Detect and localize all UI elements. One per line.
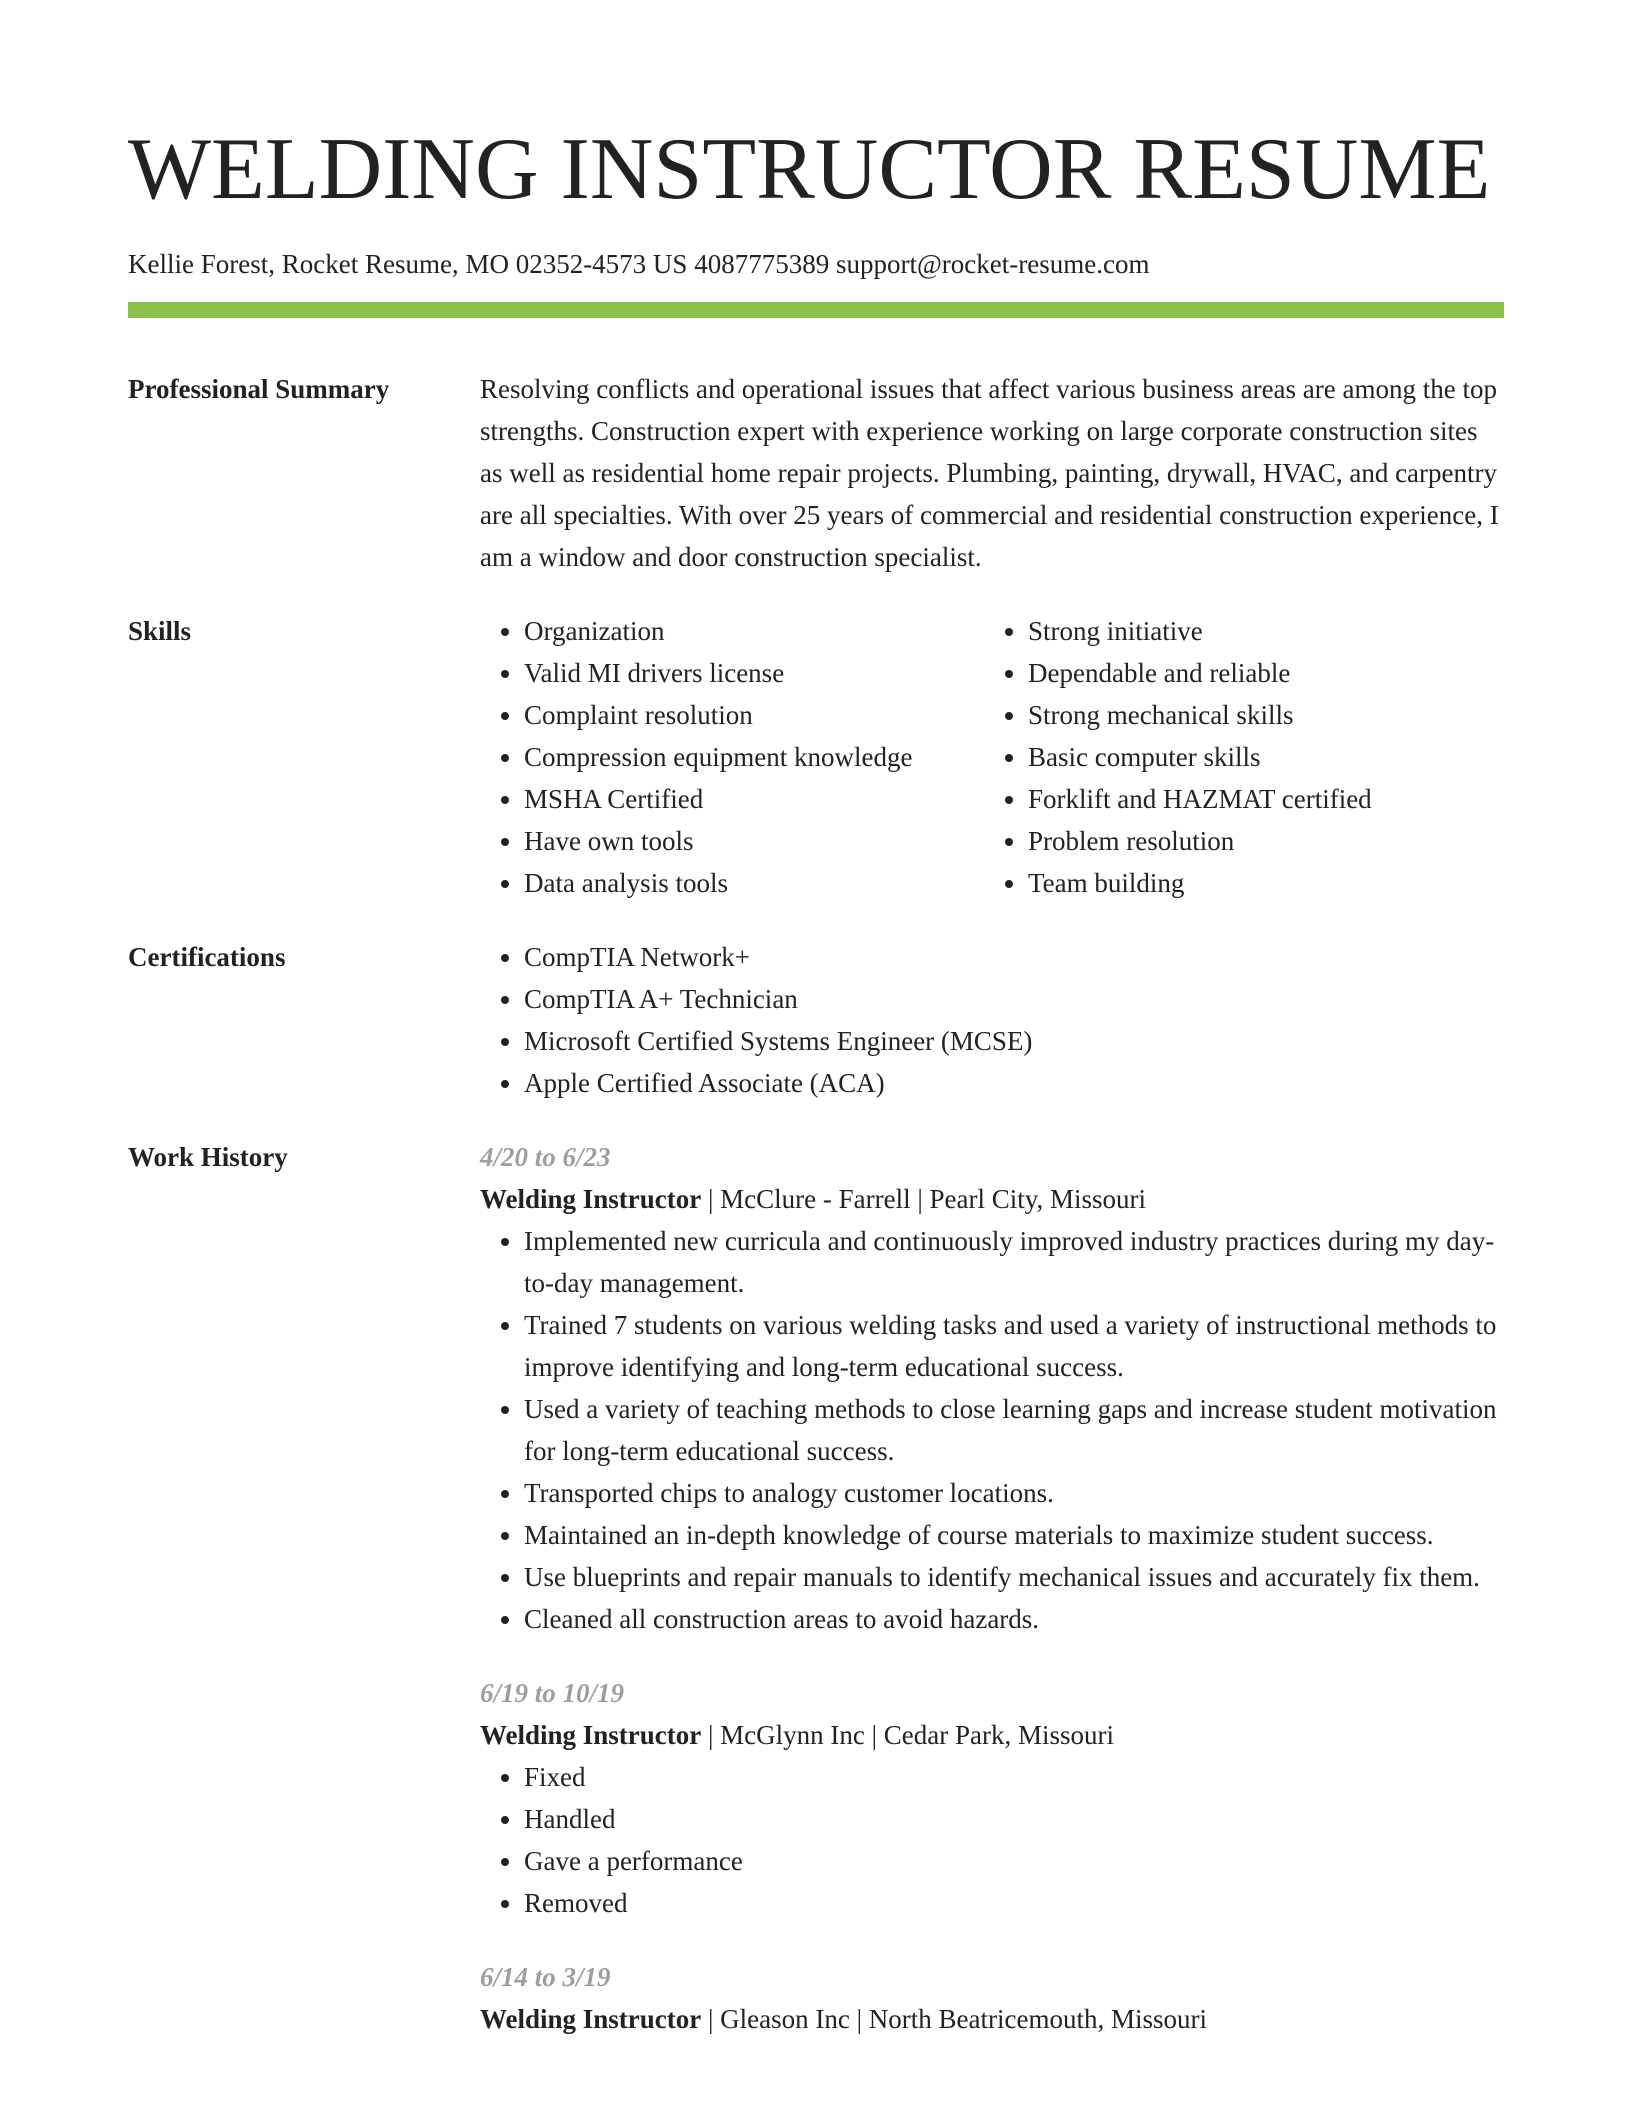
job-duty-item: • Implemented new curricula and continuously improved industry practices during my day-to-day management. <box>524 1220 1504 1304</box>
skill-item: • Data analysis tools <box>524 862 984 904</box>
skill-item: • Organization <box>524 610 984 652</box>
job-entry <box>480 1136 1504 1640</box>
skill-item: • Team building <box>1028 862 1372 904</box>
skill-item: • Strong initiative <box>1028 610 1372 652</box>
certifications-body <box>480 936 1504 1104</box>
job-duties-list <box>480 1220 1504 1640</box>
skill-item: • Have own tools <box>524 820 984 862</box>
job-duty-item: • Handled <box>524 1798 1504 1840</box>
certification-item: • Apple Certified Associate (ACA) <box>524 1062 1504 1104</box>
job-separator: | <box>864 1720 884 1750</box>
job-duty-item: • Fixed <box>524 1756 1504 1798</box>
job-dates: 4/20 to 6/23 <box>480 1142 611 1172</box>
section-label-certifications: Certifications <box>128 942 286 972</box>
summary-section <box>128 368 1504 578</box>
job-dates: 6/14 to 3/19 <box>480 1962 611 1992</box>
job-dates: 6/19 to 10/19 <box>480 1678 625 1708</box>
certification-item: • CompTIA A+ Technician <box>524 978 1504 1020</box>
skill-item: • Strong mechanical skills <box>1028 694 1372 736</box>
job-duties-list <box>480 1756 1504 1924</box>
work-history-body <box>480 1136 1504 2040</box>
skills-section <box>128 610 1504 904</box>
job-heading <box>480 1998 1504 2040</box>
job-separator: | <box>849 2004 869 2034</box>
skill-item: • Dependable and reliable <box>1028 652 1372 694</box>
certification-item: • Microsoft Certified Systems Engineer (MCSE) <box>524 1020 1504 1062</box>
skill-item: • Valid MI drivers license <box>524 652 984 694</box>
contact-line: Kellie Forest, Rocket Resume, MO 02352-4573 US 4087775389 support@rocket-resume.com <box>128 249 1150 279</box>
work-history-section <box>128 1136 1504 2040</box>
certifications-section <box>128 936 1504 1104</box>
job-duty-item: • Used a variety of teaching methods to close learning gaps and increase student motivation for long-term educational success. <box>524 1388 1504 1472</box>
job-duty-item: • Transported chips to analogy customer locations. <box>524 1472 1504 1514</box>
job-location: Cedar Park, Missouri <box>883 1720 1115 1750</box>
job-duty-item: • Trained 7 students on various welding tasks and used a variety of instructional methods to improve identifying and long-term educational success. <box>524 1304 1504 1388</box>
skills-column-left <box>480 610 984 904</box>
job-separator: | <box>701 2004 721 2034</box>
skills-list-right <box>984 610 1372 904</box>
job-location: Pearl City, Missouri <box>929 1184 1147 1214</box>
job-location: North Beatricemouth, Missouri <box>868 2004 1207 2034</box>
skill-item: • Complaint resolution <box>524 694 984 736</box>
job-separator: | <box>701 1720 721 1750</box>
section-label-work-history: Work History <box>128 1142 288 1172</box>
summary-body <box>480 368 1504 578</box>
job-duty-item: • Removed <box>524 1882 1504 1924</box>
job-heading <box>480 1178 1504 1220</box>
skills-column-right <box>984 610 1372 904</box>
skill-item: • Forklift and HAZMAT certified <box>1028 778 1372 820</box>
job-duty-item: • Maintained an in-depth knowledge of course materials to maximize student success. <box>524 1514 1504 1556</box>
summary-text: Resolving conflicts and operational issues that affect various business areas are among the top strengths. Construction expert with experience working on large corporate construction sites as well as residential home repair projects. Plumbing, painting, drywall, HVAC, and carpentry are all specialties. With over 25 years of commercial and residential construction experience, I am a window and door construction specialist. <box>480 374 1499 572</box>
job-title: Welding Instructor <box>480 1184 702 1214</box>
job-title: Welding Instructor <box>480 1720 702 1750</box>
certifications-list <box>480 936 1504 1104</box>
job-company: McGlynn Inc <box>720 1720 865 1750</box>
certification-item: • CompTIA Network+ <box>524 936 1504 978</box>
resume-title: WELDING INSTRUCTOR RESUME <box>128 121 1491 218</box>
section-label-skills: Skills <box>128 616 192 646</box>
skill-item: • Problem resolution <box>1028 820 1372 862</box>
job-duty-item: • Gave a performance <box>524 1840 1504 1882</box>
job-duty-item: • Use blueprints and repair manuals to identify mechanical issues and accurately fix them. <box>524 1556 1504 1598</box>
accent-divider <box>128 302 1504 318</box>
job-heading <box>480 1714 1504 1756</box>
section-label-summary: Professional Summary <box>128 374 390 404</box>
skill-item: • Basic computer skills <box>1028 736 1372 778</box>
job-company: Gleason Inc <box>720 2004 850 2034</box>
skills-grid <box>480 610 1504 904</box>
skills-list-left <box>480 610 984 904</box>
job-title: Welding Instructor <box>480 2004 702 2034</box>
job-separator: | <box>701 1184 721 1214</box>
job-duty-item: • Cleaned all construction areas to avoid hazards. <box>524 1598 1504 1640</box>
job-company: McClure - Farrell <box>720 1184 911 1214</box>
job-entry <box>480 1956 1504 2040</box>
skill-item: • MSHA Certified <box>524 778 984 820</box>
job-separator: | <box>910 1184 930 1214</box>
skill-item: • Compression equipment knowledge <box>524 736 984 778</box>
job-entry <box>480 1672 1504 1924</box>
